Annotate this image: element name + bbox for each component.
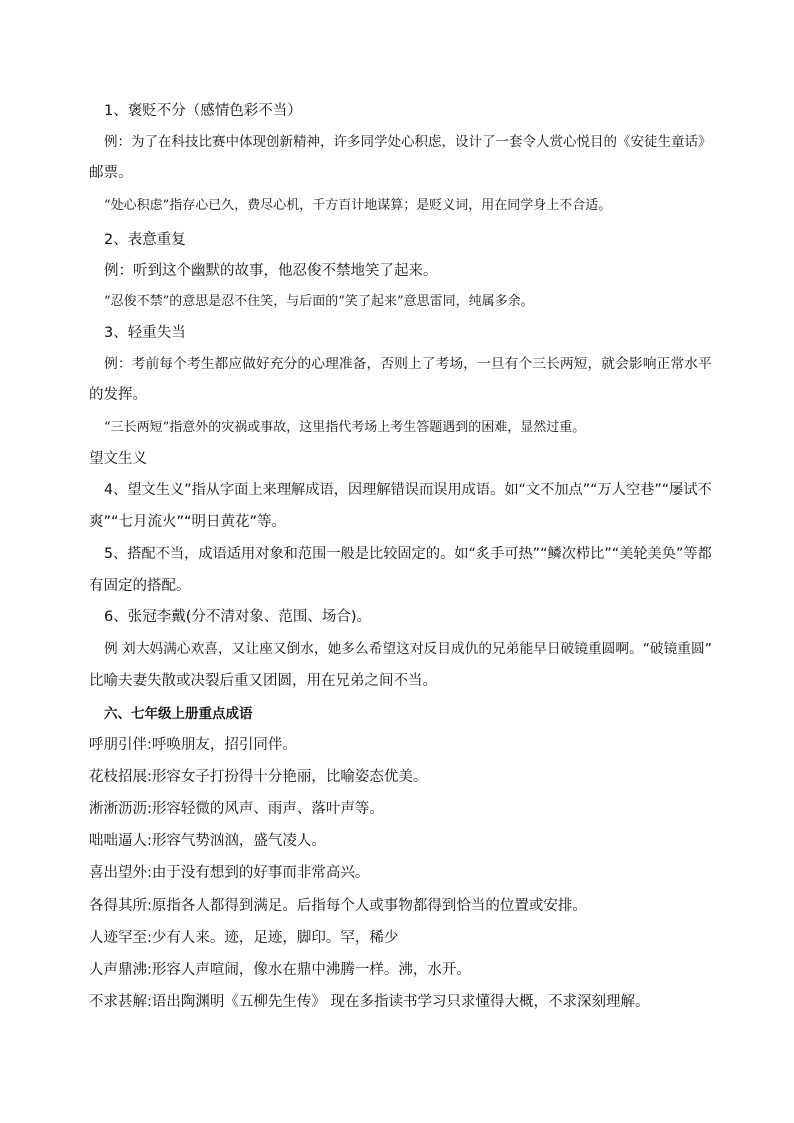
heading-item-6: 6、张冠李戴(分不清对象、范围、场合)。 xyxy=(104,609,372,625)
explanation-paragraph: “忍俊不禁”的意思是忍不住笑，与后面的“笑了起来”意思雷同，纯属多余。 xyxy=(104,294,534,309)
heading-item-1: 1、褒贬不分（感情色彩不当） xyxy=(104,103,302,119)
section-heading: 六、七年级上册重点成语 xyxy=(104,706,253,722)
example-paragraph-cont: 的发挥。 xyxy=(89,387,147,403)
paragraph-cont: 有固定的搭配。 xyxy=(89,578,191,594)
idiom-entry: 咄咄逼人:形容气势汹汹，盛气凌人。 xyxy=(89,833,326,849)
heading-item-4: 4、望文生义”指从字面上来理解成语，因理解错误而误用成语。如“文不加点”“万人空巷”“屡试不 xyxy=(104,482,712,498)
section-label: 望文生义 xyxy=(89,451,147,467)
idiom-entry: 人迹罕至:少有人来。迹，足迹，脚印。罕，稀少 xyxy=(89,930,399,946)
idiom-entry: 人声鼎沸:形容人声喧闹，像水在鼎中沸腾一样。沸，水开。 xyxy=(89,962,471,978)
heading-item-3: 3、轻重失当 xyxy=(104,325,186,341)
idiom-entry: 花枝招展:形容女子打扮得十分艳丽，比喻姿态优美。 xyxy=(89,769,428,785)
example-paragraph: 例 刘大妈满心欢喜，又让座又倒水，她多么希望这对反目成仇的兄弟能早日破镜重圆啊。“破镜重圆” xyxy=(104,641,712,657)
idiom-entry: 呼朋引伴:呼唤朋友，招引同伴。 xyxy=(89,737,297,753)
paragraph-cont: 爽”“七月流火”“明日黄花”等。 xyxy=(89,514,287,530)
idiom-entry: 淅淅沥沥:形容轻微的风声、雨声、落叶声等。 xyxy=(89,801,384,817)
example-paragraph: 例：听到这个幽默的故事，他忍俊不禁地笑了起来。 xyxy=(104,263,438,279)
idiom-entry: 不求甚解:语出陶渊明《五柳先生传》 现在多指读书学习只求懂得大概，不求深刻理解。 xyxy=(89,994,650,1010)
example-paragraph: 例：考前每个考生都应做好充分的心理准备，否则上了考场，一旦有个三长两短，就会影响正常水平 xyxy=(104,356,712,372)
explanation-paragraph: “处心积虑”指存心已久，费尽心机，千方百计地谋算；是贬义词，用在同学身上不合适。 xyxy=(104,198,612,213)
example-paragraph-cont: 比喻夫妻失散或决裂后重又团圆，用在兄弟之间不当。 xyxy=(89,673,437,689)
example-paragraph: 例：为了在科技比赛中体现创新精神，许多同学处心积虑，设计了一套令人赏心悦目的《安徒生童话》 xyxy=(104,134,712,150)
example-paragraph-cont: 邮票。 xyxy=(89,165,133,181)
heading-item-2: 2、表意重复 xyxy=(104,232,186,248)
explanation-paragraph: “三长两短”指意外的灾祸或事故，这里指代考场上考生答题遇到的困难，显然过重。 xyxy=(104,420,586,435)
heading-item-5: 5、搭配不当，成语适用对象和范围一般是比较固定的。如“炙手可热”“鳞次栉比”“美轮美奂”等都 xyxy=(104,546,712,562)
idiom-entry: 各得其所:原指各人都得到满足。后指每个人或事物都得到恰当的位置或安排。 xyxy=(89,898,587,914)
idiom-entry: 喜出望外:由于没有想到的好事而非常高兴。 xyxy=(89,865,370,881)
